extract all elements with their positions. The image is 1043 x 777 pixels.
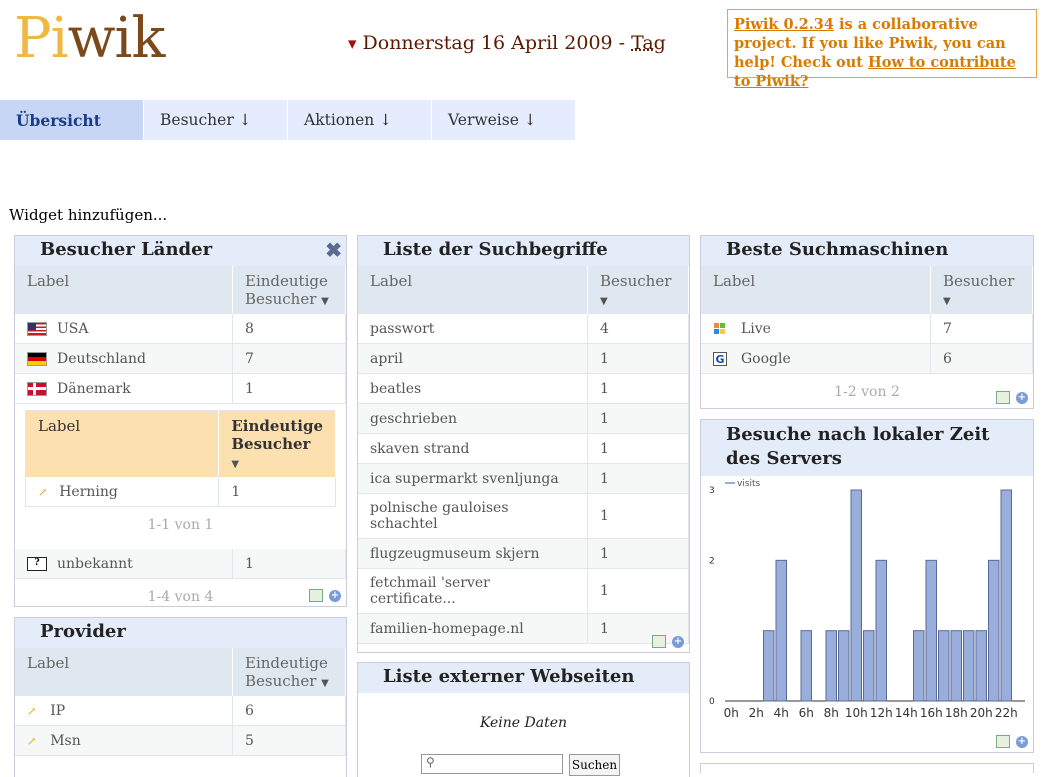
de-flag-icon — [27, 352, 47, 366]
bar[interactable] — [776, 560, 787, 701]
y-tick-label: 2 — [709, 556, 715, 567]
sort-arrow-icon: ▼ — [943, 296, 951, 307]
export-table-icon[interactable] — [652, 635, 666, 648]
expand-plus-icon[interactable]: + — [673, 635, 683, 647]
bar[interactable] — [951, 631, 962, 701]
logo-part-1: Pi — [14, 6, 68, 71]
row-label — [15, 344, 233, 374]
bar[interactable] — [976, 631, 987, 701]
sub-column-header-value[interactable] — [219, 411, 336, 478]
row-label — [701, 344, 931, 374]
table-row[interactable] — [358, 434, 689, 464]
contribute-link[interactable]: How to contribute to Piwik? — [734, 54, 1016, 90]
row-label-text: USA — [57, 320, 89, 337]
expand-plus-icon[interactable]: + — [330, 589, 340, 601]
sort-arrow-icon: ▼ — [231, 459, 240, 470]
row-value: 1 — [588, 374, 689, 404]
bar[interactable] — [939, 631, 950, 701]
provider-table — [15, 648, 346, 756]
version-link[interactable]: Piwik 0.2.34 — [734, 16, 834, 33]
bar[interactable] — [926, 560, 937, 701]
no-data-text: Keine Daten — [479, 715, 568, 731]
table-row[interactable] — [358, 404, 689, 434]
widget-title[interactable]: Besuche nach lokaler Zeit des Servers — [701, 420, 1033, 476]
table-row[interactable] — [358, 344, 689, 374]
row-value: 5 — [233, 726, 346, 756]
row-label — [15, 549, 233, 579]
widget-title[interactable] — [15, 236, 346, 266]
x-tick-label: 0h — [723, 706, 739, 720]
column-header-value-text: Besucher — [600, 272, 672, 290]
notice-text: is a collaborative project. If you like Piwik, you can help! Check out — [734, 16, 1006, 71]
table-search — [408, 745, 618, 777]
row-label: fetchmail 'server certificate... — [358, 569, 588, 614]
table-row[interactable] — [15, 344, 346, 374]
widget-external-sites — [357, 662, 690, 777]
column-header-value-text: Eindeutige Besucher — [245, 654, 328, 690]
x-tick-label: 14h — [894, 706, 918, 720]
table-row[interactable] — [358, 614, 689, 644]
row-value: 1 — [588, 569, 689, 614]
export-table-icon[interactable] — [309, 589, 323, 602]
widget-keywords — [357, 235, 690, 653]
column-header-label[interactable]: Label — [358, 266, 588, 314]
row-label-text: unbekannt — [57, 555, 133, 572]
column-header-label[interactable]: Label — [701, 266, 931, 314]
visits-by-hour-chart — [701, 476, 1033, 726]
row-label: familien-homepage.nl — [358, 614, 588, 644]
table-row[interactable] — [15, 696, 346, 726]
row-value: 4 — [588, 314, 689, 344]
row-label: april — [358, 344, 588, 374]
bar[interactable] — [851, 490, 862, 701]
sub-column-header-label[interactable]: Label — [26, 411, 219, 478]
bar[interactable] — [914, 631, 925, 701]
table-row[interactable] — [26, 477, 336, 507]
row-value: 1 — [233, 374, 346, 404]
bar[interactable] — [764, 631, 775, 701]
row-value: 7 — [931, 314, 1033, 344]
table-row[interactable] — [15, 314, 346, 344]
widget-footer — [996, 391, 1028, 404]
widget-title[interactable]: Beste Suchmaschinen — [701, 236, 1033, 266]
table-row[interactable] — [358, 464, 689, 494]
widget-local-time — [700, 419, 1034, 753]
row-label-text: Herning — [59, 483, 118, 500]
row-label — [15, 314, 233, 344]
row-value: 1 — [588, 539, 689, 569]
column-header-label[interactable]: Label — [15, 266, 233, 314]
row-label — [701, 314, 931, 344]
row-value: 6 — [233, 696, 346, 726]
subtable-pager: 1-1 von 1 — [147, 517, 214, 533]
row-value: 1 — [588, 614, 689, 644]
widget-footer — [652, 635, 684, 648]
widget-title-text: Besucher Länder — [40, 239, 213, 260]
row-value: 1 — [588, 344, 689, 374]
widget-next-placeholder — [700, 763, 1034, 773]
column-header-value[interactable] — [233, 266, 346, 314]
widget-title[interactable]: Provider — [15, 618, 346, 648]
bar[interactable] — [839, 631, 850, 701]
search-input[interactable] — [421, 754, 563, 774]
row-value: 1 — [588, 494, 689, 539]
svg-text:G: G — [715, 352, 725, 366]
widget-title[interactable]: Liste der Suchbegriffe — [358, 236, 689, 266]
table-row[interactable] — [701, 344, 1033, 374]
x-tick-label: 10h — [844, 706, 868, 720]
logo-part-2: wik — [67, 6, 165, 71]
bar[interactable] — [826, 631, 837, 701]
row-label-text: Msn — [50, 732, 81, 749]
bar[interactable] — [801, 631, 812, 701]
table-row[interactable] — [15, 374, 346, 404]
row-value: 1 — [233, 549, 346, 579]
table-row[interactable] — [358, 374, 689, 404]
row-label: geschrieben — [358, 404, 588, 434]
row-label-text: Live — [741, 320, 771, 337]
us-flag-icon — [27, 322, 47, 336]
keywords-table — [358, 266, 689, 644]
x-tick-label: 12h — [869, 706, 893, 720]
row-value: 1 — [219, 477, 336, 507]
table-row[interactable] — [15, 549, 346, 579]
main-menu — [0, 100, 576, 140]
table-row[interactable] — [358, 539, 689, 569]
countries-table — [15, 266, 346, 404]
row-value: 1 — [588, 434, 689, 464]
column-header-value-text: Besucher — [943, 272, 1015, 290]
column-header-value[interactable] — [931, 266, 1033, 314]
table-row[interactable] — [358, 314, 689, 344]
row-value: 1 — [588, 404, 689, 434]
row-label-text: IP — [50, 702, 66, 719]
row-label — [26, 477, 219, 507]
sort-arrow-icon: ▼ — [321, 296, 329, 307]
table-search — [358, 644, 689, 653]
table-pager: 1-4 von 4 — [147, 589, 214, 605]
export-table-icon[interactable] — [996, 391, 1010, 404]
widget-provider — [14, 617, 347, 777]
sort-arrow-icon: ▼ — [321, 678, 329, 689]
x-tick-label: 16h — [919, 706, 943, 720]
engines-table — [701, 266, 1033, 374]
contribute-notice — [727, 9, 1037, 90]
row-label: passwort — [358, 314, 588, 344]
row-label-text: Deutschland — [57, 350, 146, 367]
piwik-logo[interactable] — [14, 6, 164, 71]
column-header-label[interactable]: Label — [15, 648, 233, 696]
table-pager: 1-2 von 2 — [834, 384, 900, 400]
widget-title[interactable]: Liste externer Webseiten — [358, 663, 689, 693]
row-label — [15, 696, 233, 726]
row-label-text: Google — [741, 350, 791, 367]
row-label: skaven strand — [358, 434, 588, 464]
sort-arrow-icon: ▼ — [600, 296, 608, 307]
row-value: 1 — [588, 464, 689, 494]
column-header-value[interactable] — [233, 648, 346, 696]
x-tick-label: 4h — [773, 706, 789, 720]
search-button[interactable]: Suchen — [569, 754, 620, 776]
menu-actions[interactable]: Aktionen ↓ — [288, 100, 432, 140]
bar[interactable] — [864, 631, 875, 701]
row-label: flugzeugmuseum skjern — [358, 539, 588, 569]
period-unit-link[interactable]: Tag — [631, 32, 666, 54]
column-header-value-text: Eindeutige Besucher — [245, 272, 328, 308]
row-label-text: Dänemark — [57, 380, 131, 397]
google-icon — [713, 352, 727, 366]
period-date[interactable]: Donnerstag 16 April 2009 - — [362, 32, 626, 54]
x-tick-label: 6h — [798, 706, 814, 720]
column-header-value[interactable] — [588, 266, 689, 314]
add-widget-link[interactable]: Widget hinzufügen... — [9, 206, 168, 224]
x-tick-label: 2h — [748, 706, 764, 720]
widget-footer — [996, 735, 1028, 748]
menu-overview[interactable]: Übersicht — [0, 100, 144, 140]
x-tick-label: 22h — [994, 706, 1018, 720]
menu-visitors[interactable]: Besucher ↓ — [144, 100, 288, 140]
x-tick-label: 8h — [823, 706, 839, 720]
bar[interactable] — [964, 631, 975, 701]
table-row[interactable] — [15, 726, 346, 756]
row-label — [15, 726, 233, 756]
subtable-cities — [25, 410, 336, 543]
row-value: 7 — [233, 344, 346, 374]
external-link-icon[interactable]: ↗ — [38, 485, 48, 499]
countries-table-unknown — [15, 549, 346, 579]
row-value: 8 — [233, 314, 346, 344]
bar[interactable] — [989, 560, 1000, 701]
y-tick-label: 3 — [709, 486, 715, 496]
close-icon[interactable]: ✖ — [325, 238, 342, 262]
external-link-icon[interactable]: ↗ — [27, 734, 37, 748]
y-tick-label: 0 — [709, 697, 715, 707]
row-label: beatles — [358, 374, 588, 404]
widget-footer — [309, 589, 341, 602]
row-value: 6 — [931, 344, 1033, 374]
row-label: polnische gauloises schachtel — [358, 494, 588, 539]
widget-countries — [14, 235, 347, 607]
windows-live-icon — [713, 322, 727, 336]
row-label — [15, 374, 233, 404]
unknown-flag-icon: ? — [27, 557, 47, 571]
period-selector[interactable] — [348, 32, 666, 54]
export-table-icon[interactable] — [996, 735, 1010, 748]
sub-column-header-value-text: Eindeutige Besucher — [231, 417, 323, 453]
legend-label: visits — [737, 479, 761, 489]
table-row[interactable] — [701, 314, 1033, 344]
search-icon: ⚲ — [426, 755, 435, 769]
external-link-icon[interactable]: ↗ — [27, 704, 37, 718]
widget-search-engines — [700, 235, 1034, 409]
table-row[interactable] — [358, 494, 689, 539]
x-tick-label: 20h — [969, 706, 993, 720]
table-row[interactable] — [358, 569, 689, 614]
row-label: ica supermarkt svenljunga — [358, 464, 588, 494]
expand-plus-icon[interactable]: + — [1017, 735, 1027, 747]
expand-plus-icon[interactable]: + — [1017, 391, 1027, 403]
bar[interactable] — [1001, 490, 1012, 701]
x-tick-label: 18h — [944, 706, 968, 720]
bar[interactable] — [876, 560, 887, 701]
dk-flag-icon — [27, 382, 47, 396]
menu-referrers[interactable]: Verweise ↓ — [432, 100, 576, 140]
dropdown-arrow-icon[interactable]: ▼ — [348, 37, 357, 51]
